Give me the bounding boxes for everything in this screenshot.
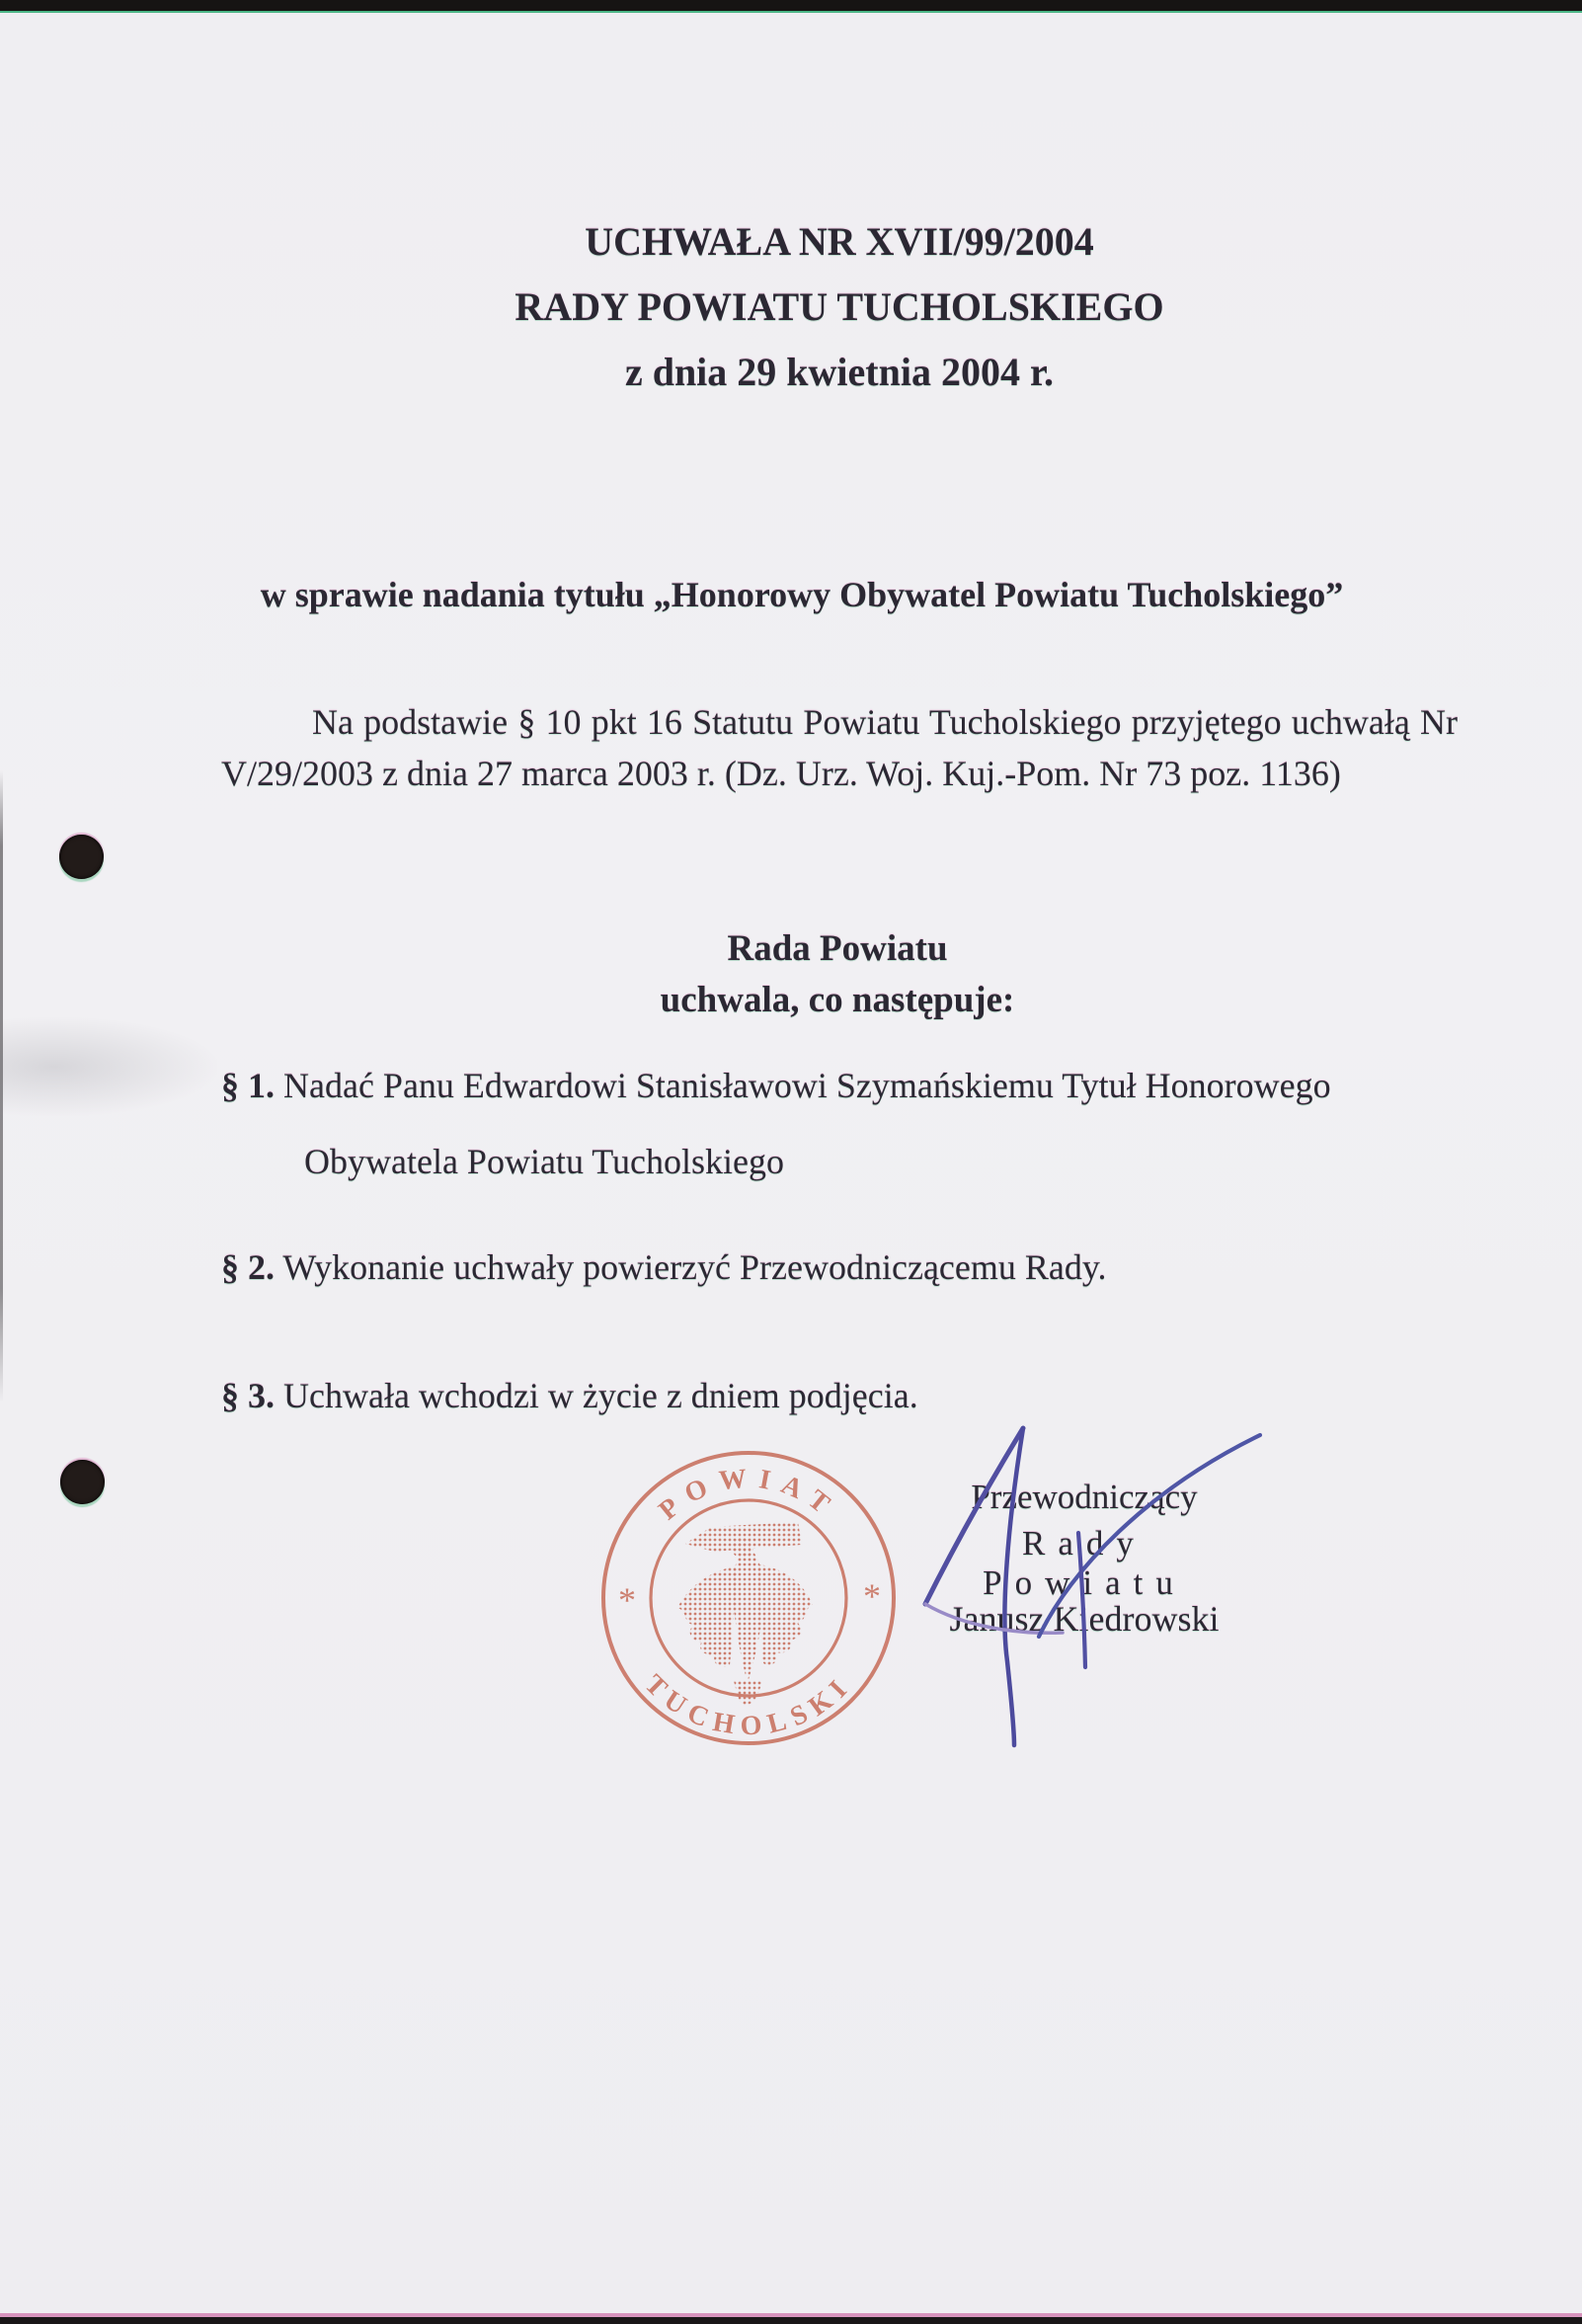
title-line-number: UCHWAŁA NR XVII/99/2004 [585, 219, 1094, 264]
section-1-line-2: Obywatela Powiatu Tucholskiego [304, 1142, 784, 1181]
section-3-label: § 3. [221, 1376, 275, 1415]
signature-role-line1: Przewodniczący [971, 1478, 1198, 1516]
scanner-edge-top-green-line [0, 11, 1582, 13]
scanner-edge-top [0, 0, 1582, 11]
title-line-date: z dnia 29 kwietnia 2004 r. [624, 350, 1055, 394]
subject-line: w sprawie nadania tytułu „Honorowy Obywatel Powiatu Tucholskiego” [260, 575, 1344, 614]
section-1-label: § 1. [221, 1066, 275, 1105]
hole-punch-dot-bottom [60, 1460, 105, 1504]
signature-role-line2: Rady Powiatu [983, 1524, 1186, 1602]
official-round-stamp [594, 1444, 903, 1752]
section-3-text: Uchwała wchodzi w życie z dniem podjęcia. [283, 1376, 918, 1415]
section-1-text: Nadać Panu Edwardowi Stanisławowi Szymańskiemu Tytuł Honorowego [283, 1066, 1331, 1105]
legal-basis-paragraph: Na podstawie § 10 pkt 16 Statutu Powiatu Tucholskiego przyjętego uchwałą Nr V/29/2003 z dnia 27 marca 2003 r. (Dz. Urz. Woj. Kuj.-Pom. Nr 73 poz. 1136) [221, 702, 1458, 793]
stamp-bottom-text: TUCHOLSKI [638, 1668, 859, 1742]
hole-punch-dot-top [59, 835, 104, 879]
stamp-star-right-icon: * [863, 1576, 881, 1616]
document-title [0, 209, 1582, 405]
stamp-star-left-icon: * [618, 1580, 636, 1620]
section-2-text: Wykonanie uchwały powierzyć Przewodniczącemu Rady. [282, 1247, 1107, 1287]
stamp-top-text: POWIAT [653, 1462, 844, 1527]
resolution-intro-line1: Rada Powiatu [727, 928, 948, 969]
resolution-intro [0, 923, 1582, 1026]
resolution-intro-line2: uchwala, co następuje: [660, 980, 1015, 1020]
section-1-line-1 [221, 1065, 1331, 1106]
section-3 [221, 1375, 918, 1416]
handwritten-signature [869, 1402, 1284, 1758]
title-line-authority: RADY POWIATU TUCHOLSKIEGO [514, 284, 1164, 329]
scanner-edge-bottom [0, 2317, 1582, 2324]
scan-smudge [0, 1017, 217, 1116]
eagle-emblem-icon [677, 1522, 813, 1705]
section-2 [221, 1246, 1107, 1288]
section-2-label: § 2. [221, 1247, 275, 1287]
signature-name: Janusz Kiedrowski [949, 1599, 1220, 1639]
